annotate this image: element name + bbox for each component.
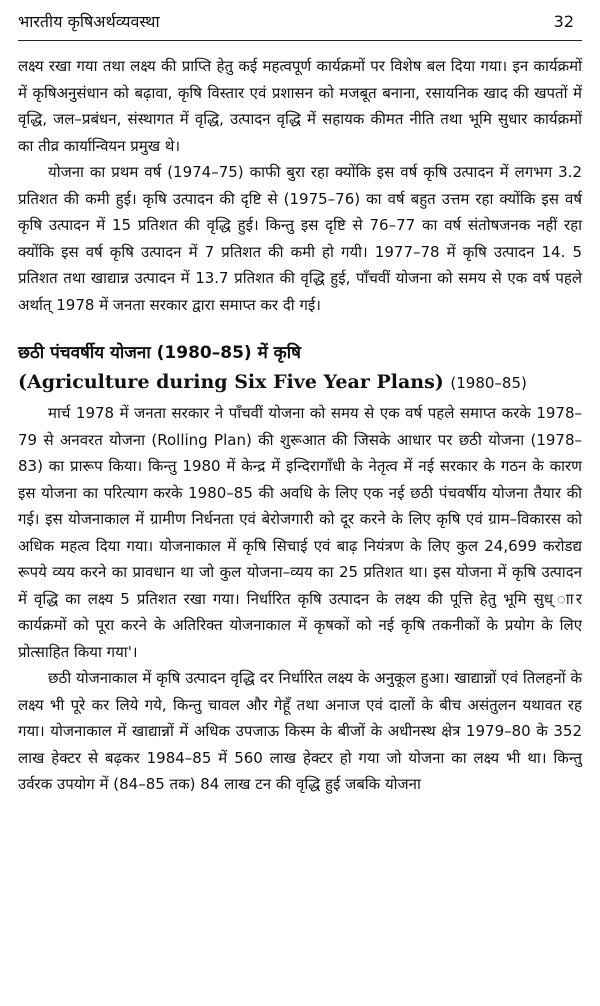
section-spacer [18,318,582,340]
running-title: भारतीय कृषिअर्थव्यवस्था [18,12,160,31]
paragraph-first-year: योजना का प्रथम वर्ष (1974–75) काफी बुरा रहा क्योंकि इस वर्ष कृषि उत्पादन में लगभग 3.2 प्रतिशत की कमी हुई। कृषि उत्पादन की दृष्टि से (1975–76) का वर्ष बहुत उत्तम रहा क्योंकि इस वर्ष कृषि उत्पादन में 15 प्रतिशत की वृद्धि हुई। किन्तु इस दृष्टि से 76–77 का वर्ष संतोषजनक नहीं रहा क्योंकि इस वर्ष कृषि उत्पादन में 7 प्रतिशत की कमी हो गयी। 1977–78 में कृषि उत्पादन 14. 5 प्रतिशत तथा खाद्यान्न उत्पादन में 13.7 प्रतिशत की वृद्धि हुई, पाँचवीं योजना को समय से एक वर्ष पहले अर्थात् 1978 में जनता सरकार द्वारा समाप्त कर दी गई। [18,163,582,314]
section-heading-english-text: (Agriculture during Six Five Year Plans) [18,371,444,393]
header-divider [18,40,582,41]
section-heading-years: (1980–85) [450,374,527,392]
running-header [18,10,582,40]
page-number: 32 [553,12,574,31]
section-heading-english [18,367,582,398]
section-heading-hindi: छठी पंचवर्षीय योजना (1980–85) में कृषि [18,343,301,363]
paragraph-plan-targets: लक्ष्य रखा गया तथा लक्ष्य की प्राप्ति हेतु कई महत्वपूर्ण कार्यक्रमों पर विशेष बल दिया गया। इन कार्यक्रमों में कृषिअनुसंधान को बढ़ावा, कृषि विस्तार एवं प्रशासन को मजबूत बनाना, रसायनिक खाद की खपतों में वृद्धि, जल–प्रबंधन, संस्थागत में वृद्धि, उत्पादन वृद्धि में सहायक कीमत नीति तथा भूमि सुधार कार्यक्रमों का तीव्र कार्यान्वियन प्रमुख थे। [18,57,582,155]
paragraph-sixth-plan-results: छठी योजनाकाल में कृषि उत्पादन वृद्धि दर निर्धारित लक्ष्य के अनुकूल हुआ। खाद्यान्नों एवं तिलहनों के लक्ष्य भी पूरे कर लिये गये, किन्तु चावल और गेहूँ तथा अनाज एवं दालों के बीच असंतुलन यथावत रह गया। योजनाकाल में खाद्यान्नों में अधिक उपजाऊ किस्म के बीजों के अधीनस्थ क्षेत्र 1979–80 के 352 लाख हेक्टर से बढ़कर 1984–85 में 560 लाख हेक्टर हो गया जो योजना का लक्ष्य भी था। किन्तु उर्वरक उपयोग में (84–85 तक) 84 लाख टन की वृद्धि हुई जबकि योजना [18,669,582,793]
paragraph-rolling-plan: मार्च 1978 में जनता सरकार ने पाँचवीं योजना को समय से एक वर्ष पहले समाप्त करके 1978–79 से अनवरत योजना (Rolling Plan) की शुरूआत की जिसके आधार पर छठी योजना (1978–83) का प्रारूप किया। किन्तु 1980 में केन्द्र में इन्दिरागाँधी के नेतृत्व में नई सरकार के गठन के कारण इस योजना का परित्याग करके 1980–85 की अवधि के लिए एक नई छठी पंचवर्षीय योजना तैयार की गई। इस योजनाकाल में ग्रामीण निर्धनता एवं बेरोजगारी को दूर करने के लिए कृषि एवं ग्राम–विकारस को अधिक महत्व दिया गया। योजनाकाल में कृषि सिचाई एवं बाढ़ नियंत्रण के लिए कुल 24,699 करोडद्य रूपये व्यय करने का प्रावधान था जो कुल योजना–व्यय का 25 प्रतिशत था। इस योजना में कृषि उत्पादन में वृद्धि का लक्ष्य 5 प्रतिशत रखा गया। निर्धारित कृषि उत्पादन के लक्ष्य की पूत्ति हेतु भूमि सुध् ाार कार्यक्रमों को पूरा करने के अतिरिक्त योजनाकाल में कृषकों को नई कृषि तकनीकों के प्रयोग के लिए प्रोत्साहित किया गया'। [18,404,582,661]
